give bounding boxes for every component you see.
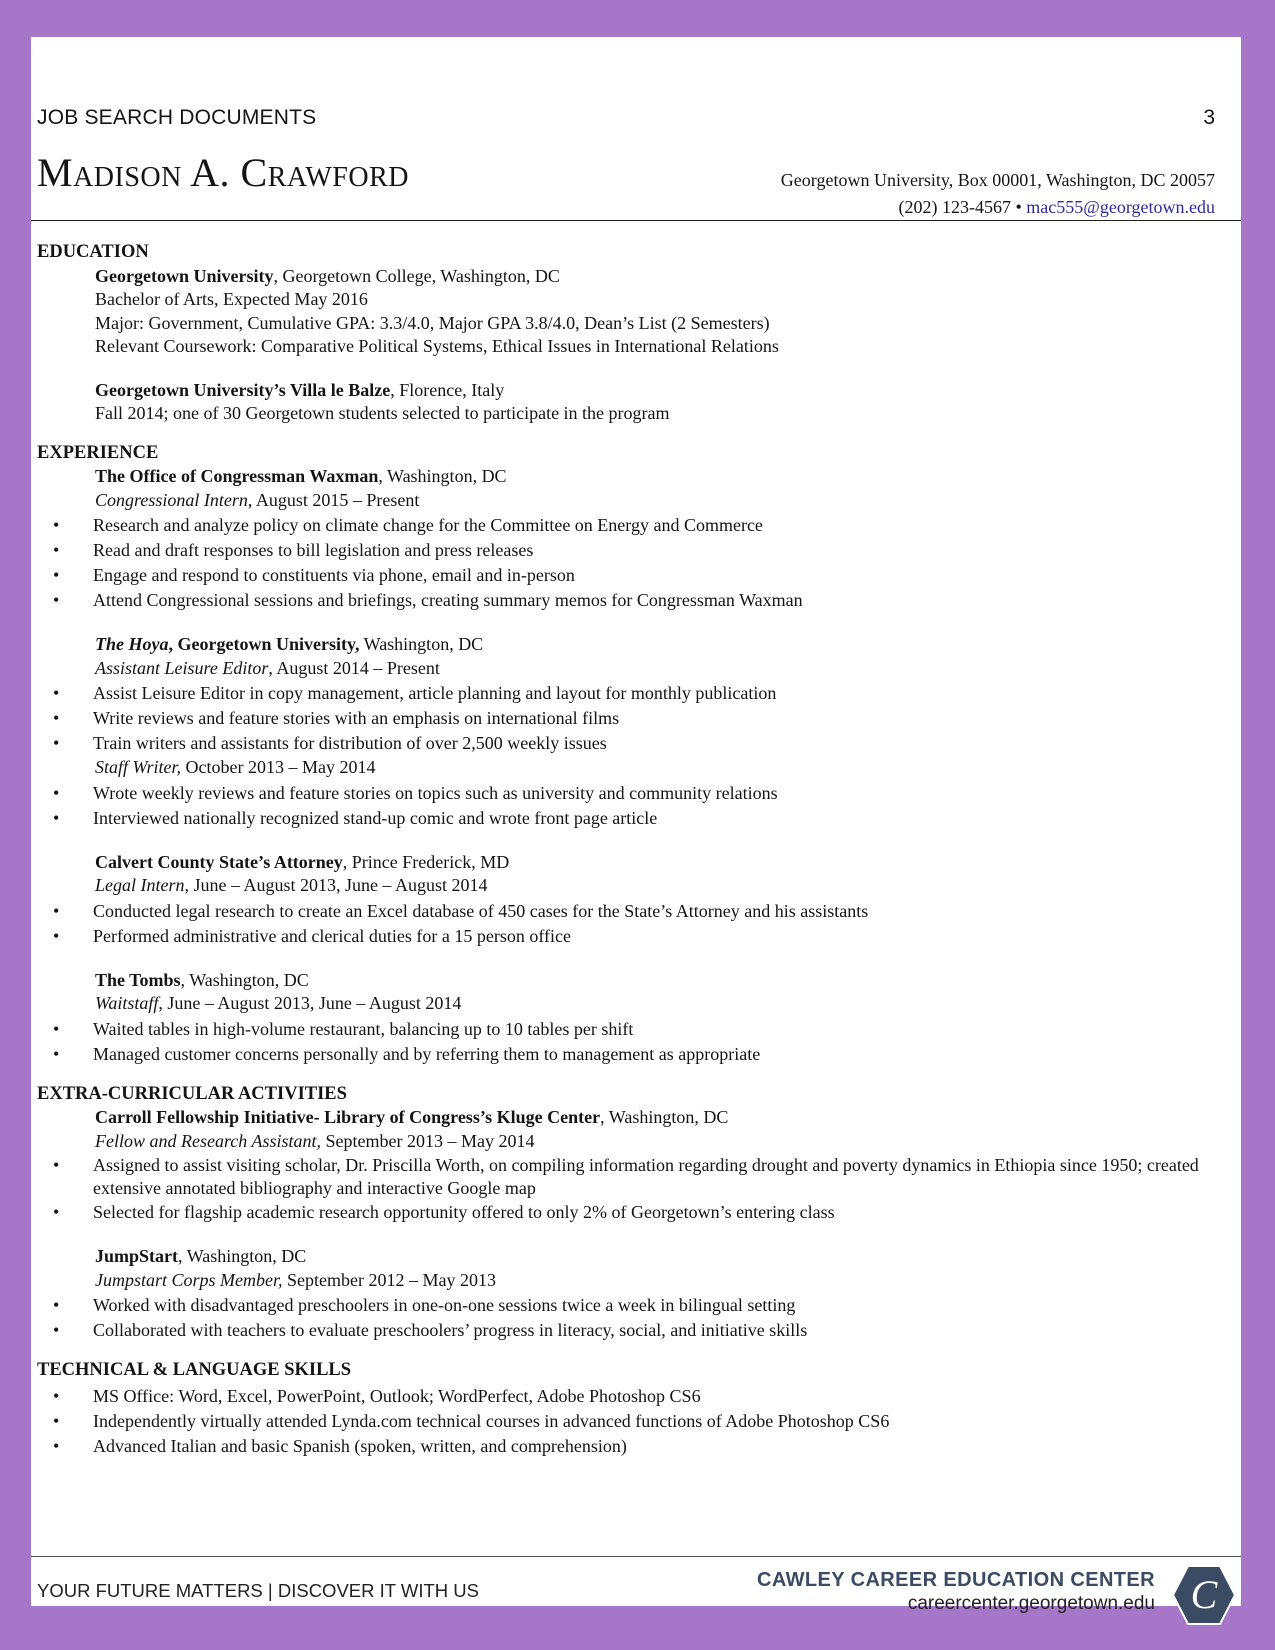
resume-page xyxy=(31,37,1241,1617)
entry-line: Relevant Coursework: Comparative Political Systems, Ethical Issues in International Relations xyxy=(95,336,779,356)
bullet-list xyxy=(37,1154,1232,1225)
role-title: Fellow and Research Assistant, xyxy=(95,1130,321,1151)
role-dates: , August 2014 – Present xyxy=(268,657,440,678)
entry-heading xyxy=(95,379,1232,403)
entry-heading xyxy=(95,1245,1232,1269)
footer-divider xyxy=(31,1556,1241,1557)
bullet-item: • Train writers and assistants for distribution of over 2,500 weekly issues xyxy=(37,731,1232,756)
header-divider xyxy=(31,220,1241,221)
org-name: , Georgetown University, xyxy=(168,634,360,654)
activity-entry xyxy=(95,1106,1232,1153)
career-center-logo-icon xyxy=(1172,1565,1236,1625)
org-location: , Prince Frederick, MD xyxy=(342,851,510,872)
bullet-item: • Interviewed nationally recognized stand-up comic and wrote front page article xyxy=(37,806,1232,831)
experience-entry xyxy=(95,465,1232,512)
role-line xyxy=(95,1269,1232,1293)
entry-line: Fall 2014; one of 30 Georgetown students selected to participate in the program xyxy=(95,403,670,423)
org-location: , Washington, DC xyxy=(378,466,507,486)
resume-name: Madison A. Crawford xyxy=(37,150,409,195)
experience-entry xyxy=(95,969,1232,1016)
bullet-item: • Research and analyze policy on climate change for the Committee on Energy and Commerce xyxy=(37,513,1232,538)
bullet-item: • Advanced Italian and basic Spanish (spoken, written, and comprehension) xyxy=(37,1434,1232,1459)
phone: (202) 123-4567 xyxy=(898,197,1011,217)
bullet-item: • Assigned to assist visiting scholar, Dr. Priscilla Worth, on compiling information regarding drought and poverty dynamics in Ethiopia since 1950; created extensive annotated bibliography and interactive Google map xyxy=(37,1154,1232,1200)
role-title: Jumpstart Corps Member, xyxy=(95,1269,283,1290)
bullet-list xyxy=(37,781,1232,831)
role-dates: , June – August 2013, June – August 2014 xyxy=(158,993,462,1013)
doc-header-label: JOB SEARCH DOCUMENTS xyxy=(37,106,317,129)
entry-heading xyxy=(95,969,1232,993)
page-number: 3 xyxy=(1203,106,1215,129)
org-name: Carroll Fellowship Initiative- Library of Congress’s Kluge Center xyxy=(95,1107,601,1127)
role-dates: September 2013 – May 2014 xyxy=(320,1130,535,1151)
org-name-italic: The Hoya xyxy=(95,634,169,654)
education-entry xyxy=(95,265,1232,359)
bullet-item: • Worked with disadvantaged preschoolers in one-on-one sessions twice a week in bilingual setting xyxy=(37,1293,1232,1318)
phone-email-line xyxy=(781,194,1215,221)
role-line xyxy=(95,657,1232,681)
org-location: , Georgetown College, Washington, DC xyxy=(273,265,560,286)
bullet-item: • Write reviews and feature stories with an emphasis on international films xyxy=(37,706,1232,731)
org-name: The Office of Congressman Waxman xyxy=(95,466,379,486)
career-center-name: CAWLEY CAREER EDUCATION CENTER xyxy=(757,1569,1155,1591)
role-dates: , June – August 2013, June – August 2014 xyxy=(184,875,488,895)
bullet-item: • Selected for flagship academic research opportunity offered to only 2% of Georgetown’s entering class xyxy=(37,1200,1232,1225)
contact-block xyxy=(781,167,1215,221)
role-dates: October 2013 – May 2014 xyxy=(181,757,376,777)
role-title: Staff Writer, xyxy=(95,757,182,777)
bullet-list xyxy=(37,681,1232,756)
separator: • xyxy=(1010,197,1027,217)
bullet-item: • Engage and respond to constituents via phone, email and in-person xyxy=(37,563,1232,588)
role-dates: , August 2015 – Present xyxy=(247,489,420,510)
logo-letter: C xyxy=(1190,1572,1218,1617)
section-title-extracurricular: EXTRA-CURRICULAR ACTIVITIES xyxy=(37,1083,347,1104)
experience-entry xyxy=(95,851,1232,898)
section-title-experience: EXPERIENCE xyxy=(37,442,159,463)
entry-heading xyxy=(95,265,1232,289)
bullet-item: • MS Office: Word, Excel, PowerPoint, Outlook; WordPerfect, Adobe Photoshop CS6 xyxy=(37,1384,1232,1409)
role-line xyxy=(95,874,1232,898)
org-location: Washington, DC xyxy=(359,634,484,654)
bullet-item: • Independently virtually attended Lynda.com technical courses in advanced functions of Adobe Photoshop CS6 xyxy=(37,1409,1232,1434)
bullet-item: • Attend Congressional sessions and briefings, creating summary memos for Congressman Waxman xyxy=(37,588,1232,613)
bullet-list xyxy=(37,1384,1232,1459)
org-location: , Florence, Italy xyxy=(390,379,505,400)
org-name: The Tombs xyxy=(95,969,181,990)
section-title-skills: TECHNICAL & LANGUAGE SKILLS xyxy=(37,1360,352,1380)
bullet-item: • Wrote weekly reviews and feature stories on topics such as university and community relations xyxy=(37,781,1232,806)
entry-line: Bachelor of Arts, Expected May 2016 xyxy=(95,289,368,309)
bullet-list xyxy=(37,1017,1232,1067)
bullet-item: • Conducted legal research to create an Excel database of 450 cases for the State’s Attorney and his assistants xyxy=(37,899,1232,924)
role-line xyxy=(95,1130,1232,1154)
entry-heading xyxy=(95,1106,1232,1130)
resume-body xyxy=(37,241,1232,1459)
role-title: Congressional Intern xyxy=(95,489,248,510)
bullet-list xyxy=(37,899,1232,949)
role-dates: September 2012 – May 2013 xyxy=(282,1269,496,1290)
bullet-item: • Waited tables in high-volume restaurant, balancing up to 10 tables per shift xyxy=(37,1017,1232,1042)
entry-heading xyxy=(95,851,1232,875)
email-link[interactable]: mac555@georgetown.edu xyxy=(1026,197,1215,217)
role-line xyxy=(95,756,1232,780)
role-title: Legal Intern xyxy=(95,875,185,895)
bullet-item: • Performed administrative and clerical duties for a 15 person office xyxy=(37,924,1232,949)
section-title-education: EDUCATION xyxy=(37,242,149,262)
org-name: Calvert County State’s Attorney xyxy=(95,851,343,872)
experience-entry xyxy=(95,633,1232,680)
bullet-list xyxy=(37,513,1232,613)
bullet-list xyxy=(37,1293,1232,1343)
org-location: , Washington, DC xyxy=(600,1107,729,1127)
career-center-url[interactable]: careercenter.georgetown.edu xyxy=(907,1593,1155,1614)
role-title: Waitstaff xyxy=(95,993,159,1013)
org-name: JumpStart xyxy=(95,1246,179,1266)
bullet-item: • Read and draft responses to bill legislation and press releases xyxy=(37,538,1232,563)
role-line xyxy=(95,992,1232,1016)
org-name: Georgetown University xyxy=(95,265,274,286)
bullet-item: • Collaborated with teachers to evaluate preschoolers’ progress in literacy, social, and initiative skills xyxy=(37,1318,1232,1343)
bullet-item: • Assist Leisure Editor in copy management, article planning and layout for monthly publication xyxy=(37,681,1232,706)
bullet-item: • Managed customer concerns personally and by referring them to management as appropriate xyxy=(37,1042,1232,1067)
footer-tagline: YOUR FUTURE MATTERS | DISCOVER IT WITH US xyxy=(37,1580,479,1601)
role-line xyxy=(95,489,1232,513)
role-title: Assistant Leisure Editor xyxy=(95,657,269,678)
entry-heading xyxy=(95,633,1232,657)
entry-line: Major: Government, Cumulative GPA: 3.3/4.0, Major GPA 3.8/4.0, Dean’s List (2 Semesters) xyxy=(95,312,770,333)
org-location: , Washington, DC xyxy=(180,969,309,990)
education-entry xyxy=(95,379,1232,426)
org-name: Georgetown University’s Villa le Balze xyxy=(95,379,391,400)
org-location: , Washington, DC xyxy=(178,1246,307,1266)
activity-entry xyxy=(95,1245,1232,1292)
entry-heading xyxy=(95,465,1232,489)
address: Georgetown University, Box 00001, Washington, DC 20057 xyxy=(780,170,1215,190)
